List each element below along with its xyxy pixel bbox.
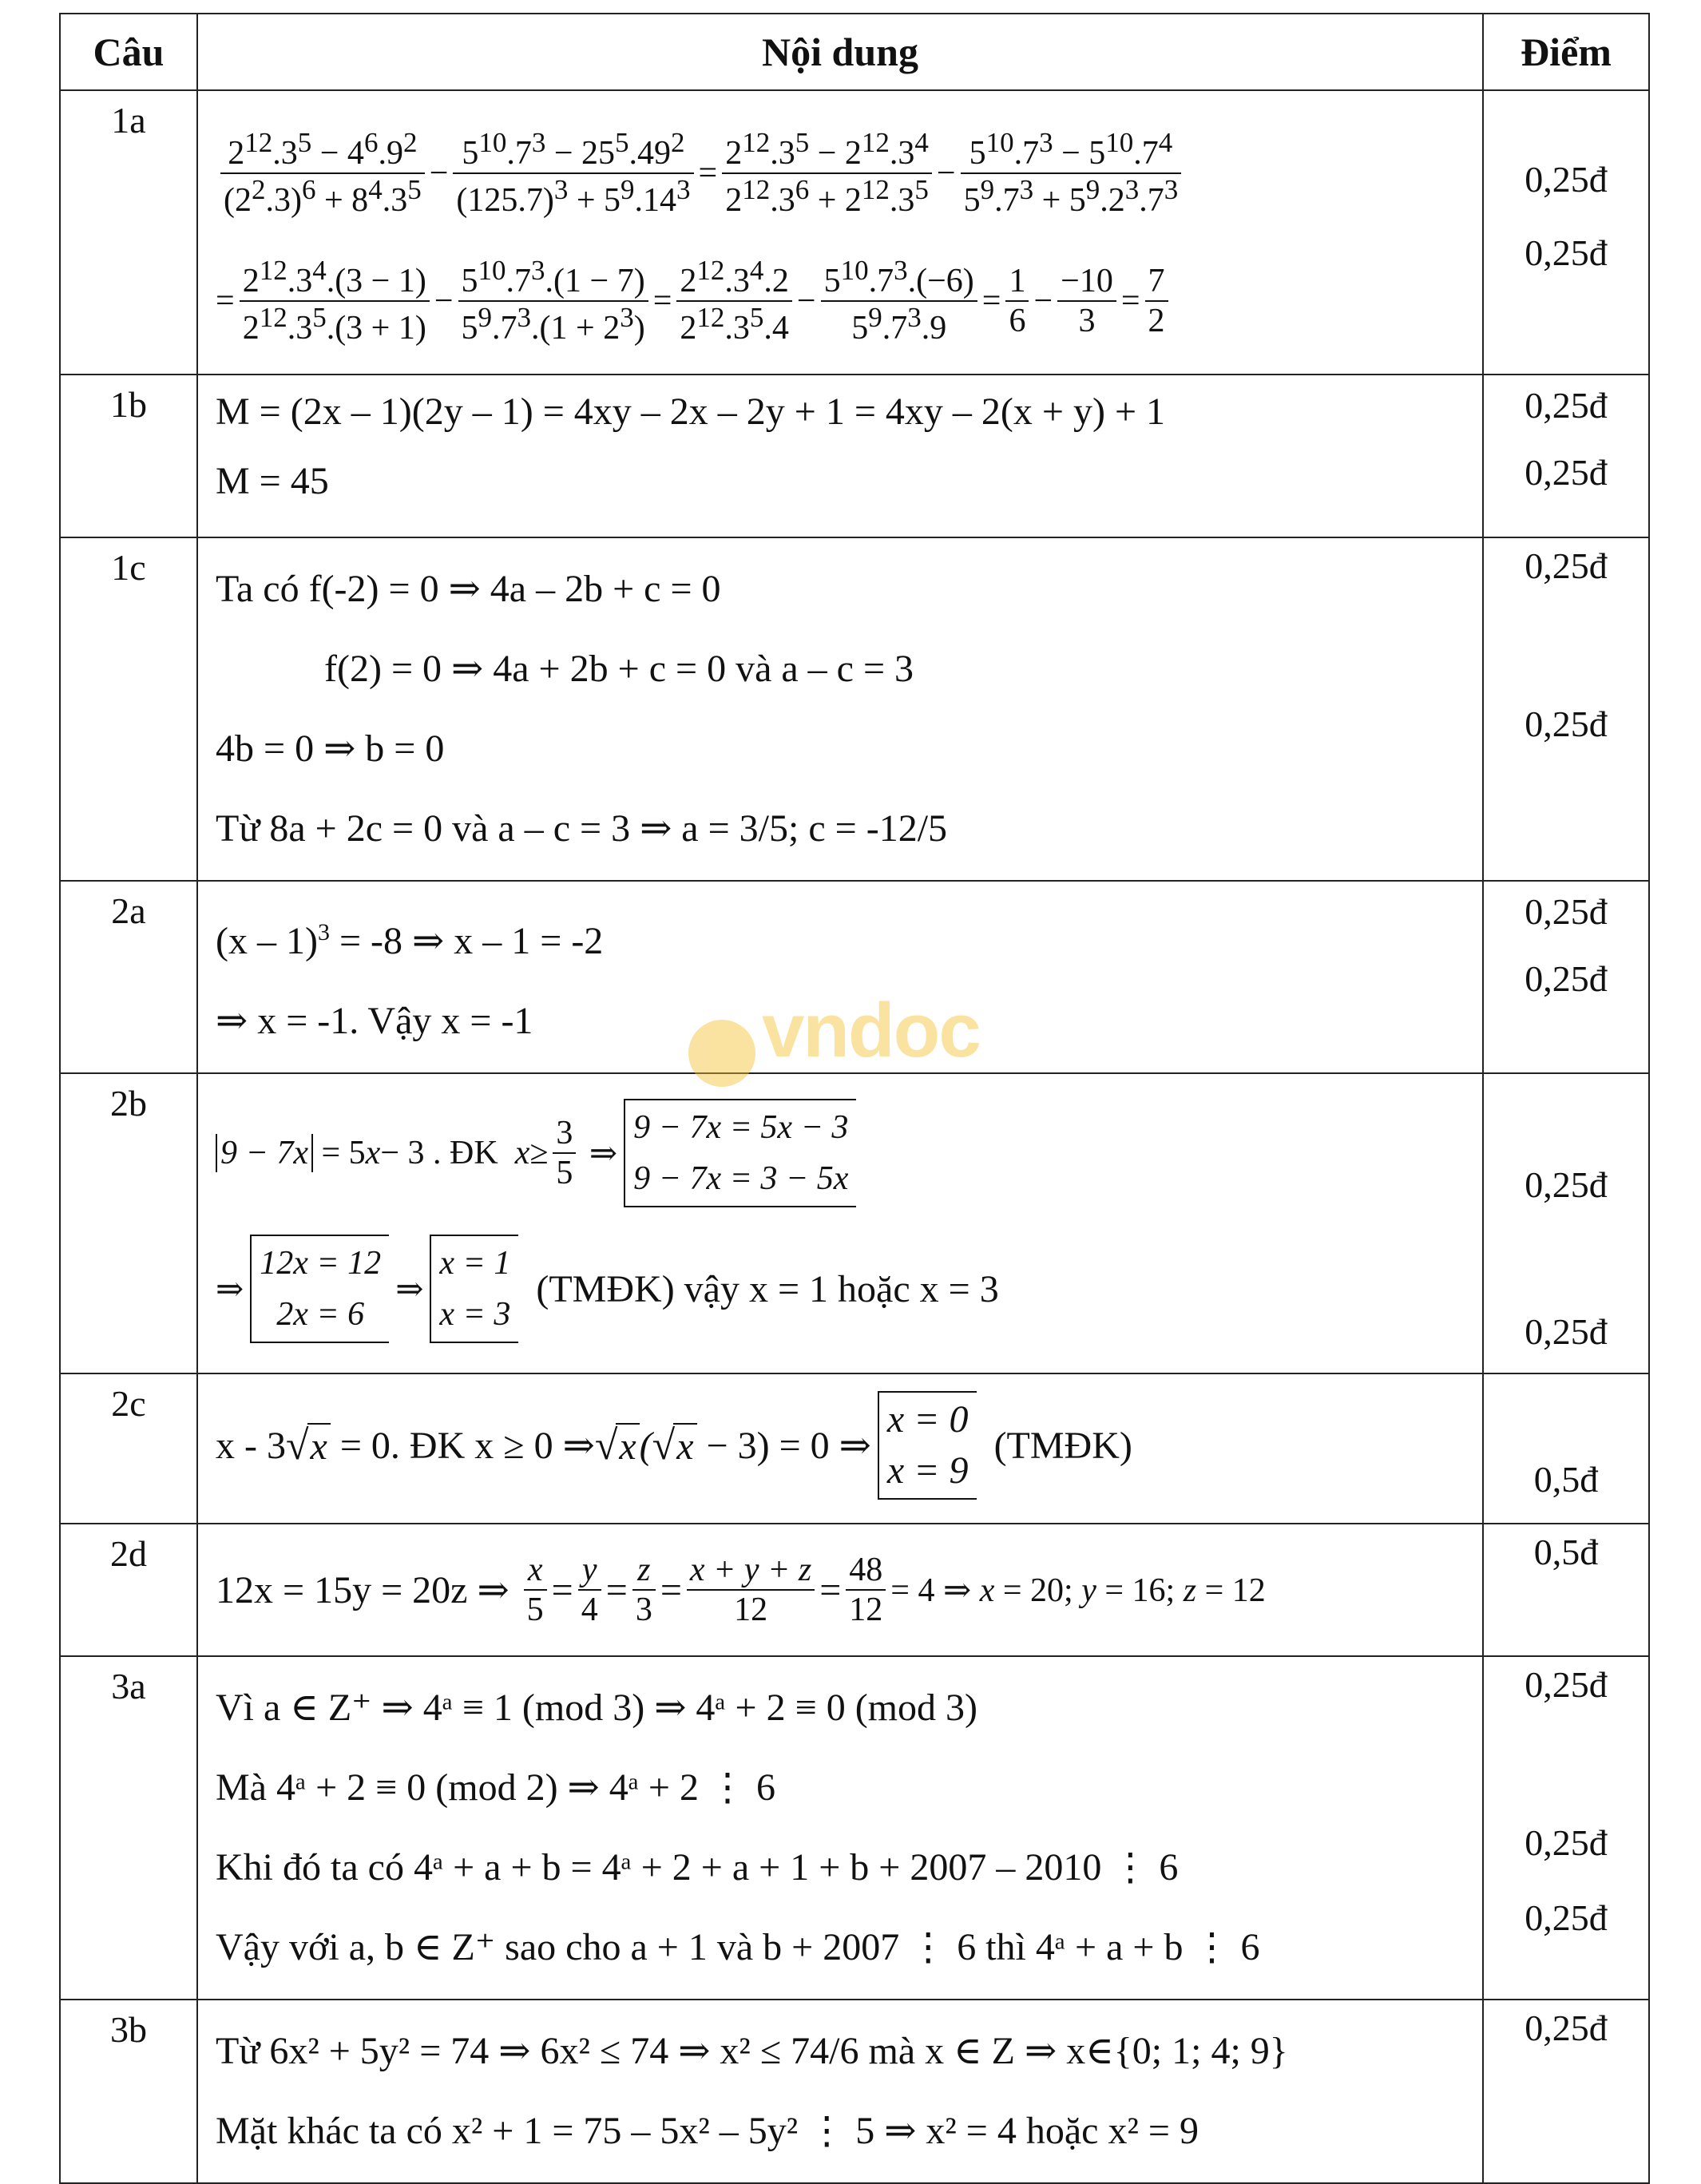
row-1a [60,90,1649,375]
content-line: Vì a ∈ Z⁺ ⇒ 4ᵃ ≡ 1 (mod 3) ⇒ 4ᵃ + 2 ≡ 0 (mod 3) [216,1687,977,1729]
score-value: 0,25đ [1525,1822,1608,1863]
score-value: 0,5đ [1533,1459,1599,1500]
row-score [1483,881,1649,1073]
row-score [1483,375,1649,537]
score-value: 0,25đ [1525,545,1608,586]
row-score [1483,2000,1649,2183]
row-score [1483,1373,1649,1524]
header-score: Điểm [1483,14,1649,90]
equation-line: 12x = 15y = 20z ⇒ $\frac{x}{5}$ = $\frac{y}{4}$ = $\frac{z}{3}$ = $\frac{x + y + z}{12}$ = $\frac{48}{12}$ = 4 ⇒ x = 20; y = 16; z = 12 [216,1551,1266,1628]
answer-table [59,13,1650,2184]
watermark-text: vndoc [762,988,980,1073]
row-score [1483,1656,1649,2000]
row-2d [60,1524,1649,1656]
row-content [197,90,1483,375]
score-value: 0,25đ [1525,891,1608,932]
score-value: 0,25đ [1525,1897,1608,1938]
result-text: (TMĐK) vậy x = 1 hoặc x = 3 [536,1267,999,1310]
content-line: M = (2x – 1)(2y – 1) = 4xy – 2x – 2y + 1 = 4xy – 2(x + y) + 1 [216,390,1166,433]
row-score [1483,537,1649,881]
equation-line: $\frac{2^{12}.3^5 - 4^6.9^2}{(2^2.3)^6 + 8^4.3^5}$ − $\frac{5^{10}.7^3 - 25^5.49^2}{(125.7)^3 + 5^9.14^3}$ = $\frac{2^{12}.3^5 - 2^{12}.3^4}{2^{12}.3^6 + 2^{12}.3^5}$ − $\frac{5^{10}.7^3 - 5^{10}.7^4}{5^9.7^3 + 5^9.2^3.7^3}$ [216,105,1482,241]
content-line: (x – 1)$^3$ = -8 ⇒ x – 1 = -2 [216,919,604,962]
row-content [197,881,1483,1073]
score-value: 0,25đ [1525,704,1608,744]
row-score [1483,1524,1649,1656]
row-2b [60,1073,1649,1373]
row-content [197,1524,1483,1656]
row-content [197,375,1483,537]
content-line: 4b = 0 ⇒ b = 0 [216,727,445,770]
question-label: 1c [60,537,197,881]
score-value: 0,25đ [1525,1311,1608,1352]
question-label: 3a [60,1656,197,2000]
question-label: 3b [60,2000,197,2183]
content-line: Vậy với a, b ∈ Z⁺ sao cho a + 1 và b + 2007 ⋮ 6 thì 4ᵃ + a + b ⋮ 6 [216,1926,1260,1968]
equation-line: 9 − 7x = 5 x − 3 . ĐK x ≥ $\frac{3}{5}$ ⇒ 9 − 7x = 5x − 3 9 − 7x = 3 − 5x [216,1085,1482,1221]
row-3b [60,2000,1649,2183]
header-row [60,14,1649,90]
content-line: Ta có f(-2) = 0 ⇒ 4a – 2b + c = 0 [216,568,721,610]
question-label: 1b [60,375,197,537]
result-text: (TMĐK) [993,1424,1132,1467]
header-question: Câu [60,14,197,90]
content-line: Mà 4ᵃ + 2 ≡ 0 (mod 2) ⇒ 4ᵃ + 2 ⋮ 6 [216,1766,775,1809]
content-line: f(2) = 0 ⇒ 4a + 2b + c = 0 và a – c = 3 [324,648,914,690]
question-label: 2c [60,1373,197,1524]
content-line: Từ 8a + 2c = 0 và a – c = 3 ⇒ a = 3/5; c = -12/5 [216,807,948,850]
header-content: Nội dung [197,14,1483,90]
content-line: ⇒ x = -1. Vậy x = -1 [216,1000,533,1042]
equation-line: x - 3 √ x = 0. ĐK x ≥ 0 ⇒ √ x ( √ x − 3) = 0 ⇒ x = 0 x = 9 (TMĐK) [216,1385,1482,1505]
row-2c [60,1373,1649,1524]
score-value: 0,25đ [1525,1164,1608,1205]
row-2a [60,881,1649,1073]
content-line: Từ 6x² + 5y² = 74 ⇒ 6x² ≤ 74 ⇒ x² ≤ 74/6 mà x ∈ Z ⇒ x∈{0; 1; 4; 9} [216,2030,1288,2072]
question-label: 2b [60,1073,197,1373]
row-content [197,2000,1483,2183]
score-value: 0,25đ [1525,1664,1608,1705]
row-score [1483,90,1649,375]
score-value: 0,25đ [1525,385,1608,426]
content-line: Mặt khác ta có x² + 1 = 75 – 5x² – 5y² ⋮ 5 ⇒ x² = 4 hoặc x² = 9 [216,2110,1199,2152]
row-content [197,537,1483,881]
content-line: M = 45 [216,460,329,502]
equation-line: = $\frac{2^{12}.3^4.(3 - 1)}{2^{12}.3^5.(3 + 1)}$ − $\frac{5^{10}.7^3.(1 - 7)}{5^9.7^3.(1 + 2^3)}$ = $\frac{2^{12}.3^4.2}{2^{12}.3^5.4}$ − $\frac{5^{10}.7^3.(-6)}{5^9.7^3.9}$ = $\frac{1}{6}$ − $\frac{-10}{3}$ = $\frac{7}{2}$ [216,241,1482,361]
row-1c [60,537,1649,881]
question-label: 2a [60,881,197,1073]
score-value: 0,25đ [1525,232,1608,273]
score-value: 0,25đ [1525,2008,1608,2048]
row-content [197,1373,1483,1524]
row-3a [60,1656,1649,2000]
content-line: Khi đó ta có 4ᵃ + a + b = 4ᵃ + 2 + a + 1 + b + 2007 – 2010 ⋮ 6 [216,1846,1179,1889]
row-content [197,1656,1483,2000]
row-1b [60,375,1649,537]
question-label: 1a [60,90,197,375]
equation-line: ⇒ 12x = 12 2x = 6 ⇒ x = 1 x = 3 (TMĐK) vậy x = 1 hoặc x = 3 [216,1221,1482,1357]
score-value: 0,5đ [1533,1532,1599,1572]
question-label: 2d [60,1524,197,1656]
score-value: 0,25đ [1525,452,1608,493]
row-score [1483,1073,1649,1373]
row-content [197,1073,1483,1373]
score-value: 0,25đ [1525,958,1608,999]
score-value: 0,25đ [1525,159,1608,200]
